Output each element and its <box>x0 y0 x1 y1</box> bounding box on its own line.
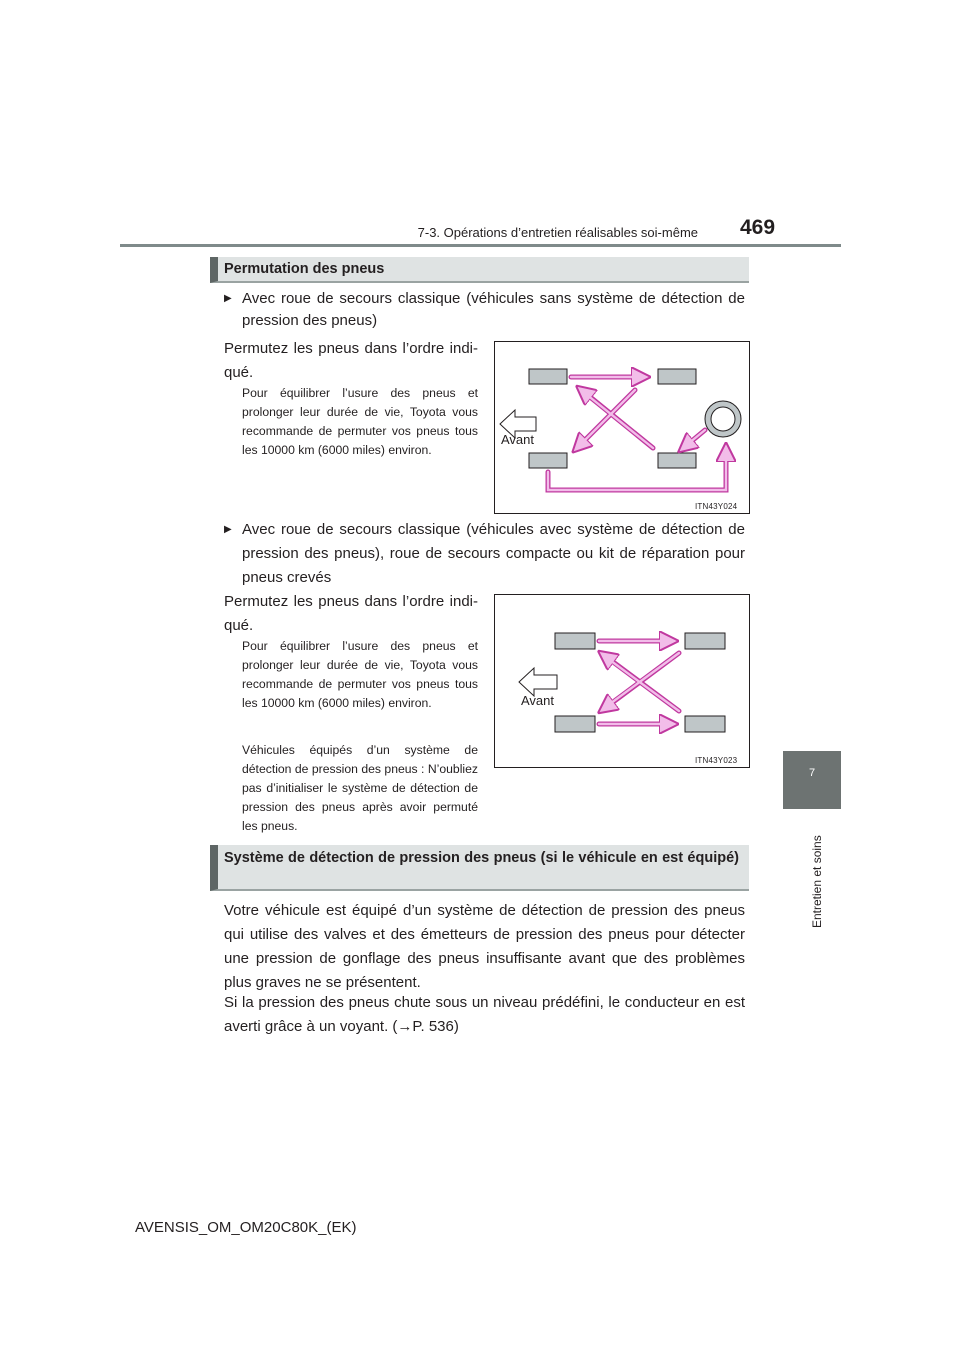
section-title: 7-3. Opérations d’entretien réalisables soi-même <box>417 225 698 240</box>
bullet-text: Avec roue de secours classique (véhicules sans système de détection de pression des pneus) <box>242 290 745 329</box>
tire-rear-right <box>658 453 696 468</box>
front-direction-arrow-icon <box>519 668 557 696</box>
tire-front-left <box>529 369 567 384</box>
page-number: 469 <box>740 216 776 239</box>
bullet-item <box>224 518 745 590</box>
figure-rotation-with-spare <box>494 341 750 514</box>
tire-rear-left <box>529 453 567 468</box>
bullet-text: Avec roue de secours classique (véhicules avec système de détection de pression des pneus), roue de secours compacte ou kit de réparation pour pneus crevés <box>242 521 745 586</box>
chapter-label: Entretien et soins <box>810 835 824 928</box>
heading-tire-rotation: Permutation des pneus <box>210 257 749 283</box>
note-text: Pour équilibrer l’usure des pneus et prolonger leur durée de vie, Toyota vous recommande de permuter vos pneus tous les 10000 km (6000 miles) environ. <box>242 639 478 710</box>
figure-id: ITN43Y024 <box>695 502 738 511</box>
instruction-text: Permutez les pneus dans l’ordre indi- qué. <box>224 593 478 634</box>
tire-rear-right <box>685 716 725 732</box>
tire-front-right <box>658 369 696 384</box>
header-rule <box>120 244 841 247</box>
figure-id: ITN43Y023 <box>695 756 738 765</box>
paragraph: Si la pression des pneus chute sous un niveau prédéfini, le conducteur en est averti grâce à un voyant. (→P. 536) <box>224 994 745 1035</box>
note-text: Pour équilibrer l’usure des pneus et prolonger leur durée de vie, Toyota vous recommande de permuter vos pneus tous les 10000 km (6000 miles) environ. <box>242 386 478 457</box>
bullet-arrow-icon: ▶ <box>224 524 232 535</box>
instruction-text: Permutez les pneus dans l’ordre indi- qué. <box>224 340 478 381</box>
paragraph: Votre véhicule est équipé d’un système de détection de pression des pneus qui utilise des valves et des émetteurs de pression des pneus pour détecter une pression de gonflage des pneus insuffisante avant que des problèmes plus graves ne se présentent. <box>224 902 745 991</box>
chapter-tab <box>783 751 841 809</box>
heading-tpms: Système de détection de pression des pneus (si le véhicule en est équipé) <box>210 845 749 891</box>
note-text: Véhicules équipés d’un système de détection de pression des pneus : N’oubliez pas d’initialiser le système de détection de pression des pneus après avoir permuté les pneus. <box>242 743 478 833</box>
tire-front-right <box>685 633 725 649</box>
front-label: Avant <box>521 693 555 708</box>
document-code: AVENSIS_OM_OM20C80K_(EK) <box>135 1219 357 1236</box>
chapter-number: 7 <box>808 767 816 779</box>
bullet-arrow-icon: ▶ <box>224 293 232 304</box>
bullet-item <box>224 288 745 332</box>
front-label: Avant <box>501 432 535 447</box>
figure-rotation-compact <box>494 594 750 768</box>
tire-rear-left <box>555 716 595 732</box>
tire-front-left <box>555 633 595 649</box>
